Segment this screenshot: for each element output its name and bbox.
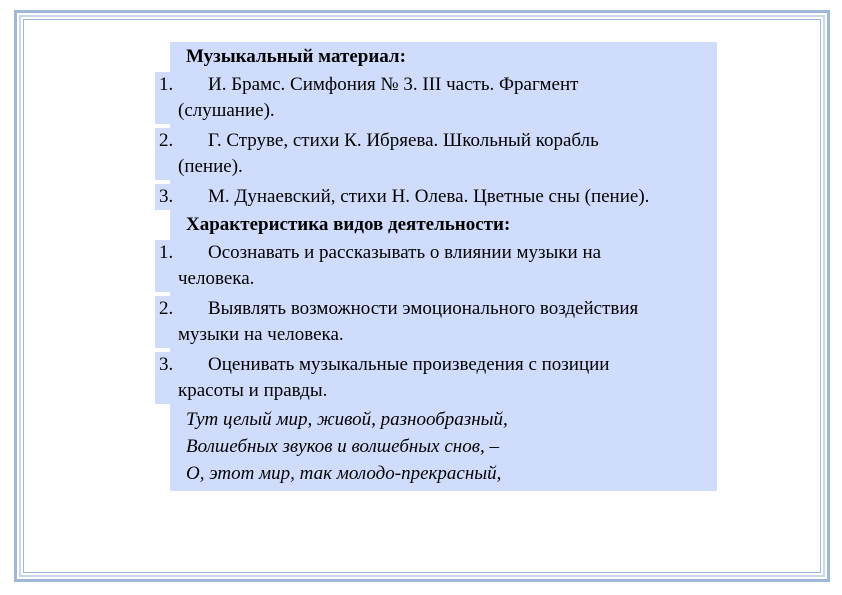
activity-item-3-line2: красоты и правды. — [178, 380, 328, 401]
material-item-1 — [155, 72, 717, 124]
activity-item-2 — [155, 296, 717, 348]
poem-line-3: О, этот мир, так молодо-прекрасный, — [186, 463, 502, 484]
activities-heading: Характеристика видов деятельности: — [186, 214, 511, 235]
material-item-1-line2: (слушание). — [178, 100, 275, 121]
activities-heading-row — [170, 210, 717, 240]
activity-item-3-line1: Оценивать музыкальные произведения с позиции — [208, 354, 610, 375]
list-number: 3. — [159, 186, 174, 207]
activity-item-1-line1: Осознавать и рассказывать о влиянии музыки на — [208, 242, 602, 263]
material-item-3 — [155, 184, 717, 210]
poem-line-1: Тут целый мир, живой, разнообразный, — [186, 409, 508, 430]
poem-line-2: Волшебных звуков и волшебных снов, – — [186, 436, 499, 457]
list-number: 3. — [159, 354, 174, 375]
activity-item-2-line2: музыки на человека. — [178, 324, 344, 345]
activity-item-1-line2: человека. — [178, 268, 255, 289]
material-heading-row — [170, 42, 717, 72]
material-item-3-line1: М. Дунаевский, стихи Н. Олева. Цветные сны (пение). — [208, 186, 650, 207]
material-item-2-line1: Г. Струве, стихи К. Ибряева. Школьный корабль — [208, 130, 599, 151]
list-number: 1. — [159, 242, 174, 263]
list-number: 2. — [159, 130, 174, 151]
list-number: 1. — [159, 74, 174, 95]
activity-item-2-line1: Выявлять возможности эмоционального воздействия — [208, 298, 639, 319]
content-block — [155, 42, 717, 491]
poem-excerpt — [170, 404, 717, 491]
material-item-2-line2: (пение). — [178, 156, 243, 177]
material-item-1-line1: И. Брамс. Симфония № 3. III часть. Фрагмент — [208, 74, 579, 95]
material-heading: Музыкальный материал: — [186, 46, 406, 67]
activity-item-1 — [155, 240, 717, 292]
activity-item-3 — [155, 352, 717, 404]
material-item-2 — [155, 128, 717, 180]
list-number: 2. — [159, 298, 174, 319]
